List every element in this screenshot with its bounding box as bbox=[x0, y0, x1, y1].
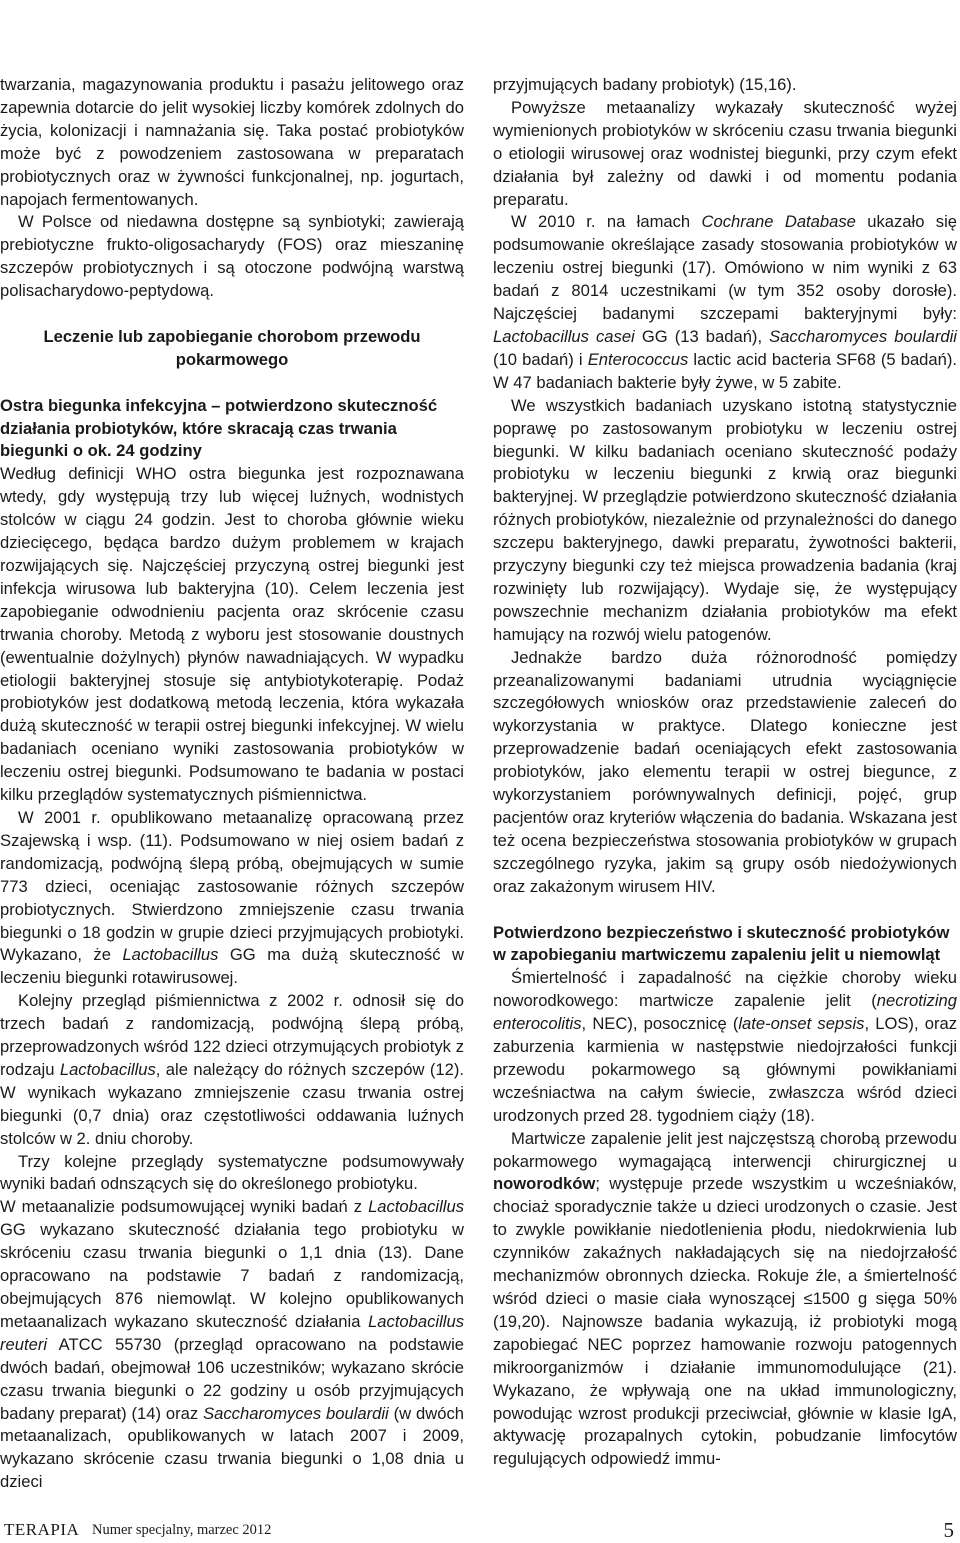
italic-text: Saccharomyces boulardii bbox=[203, 1403, 389, 1423]
spacer bbox=[0, 372, 464, 395]
paragraph: Według definicji WHO ostra biegunka jest rozpoznawana wtedy, gdy występują trzy lub więcej luźnych, wodnistych stolców w ciągu 24 godzin. Jest to choroba głównie wieku dziecięcego, będąca bardzo dużym problemem w krajach rozwijających się. Najczęściej przyczyną ostrej biegunki jest infekcja wirusowa lub bakteryjna (10). Celem leczenia jest zapobieganie odwodnieniu pacjenta oraz skrócenie czasu trwania choroby. Metodą z wyboru jest stosowanie doustnych (ewentualnie dożylnych) płynów nawadniających. W wypadku etiologii bakteryjnej stosuje się antybiotykoterapię. Podaż probiotyków jest dodatkową metodą leczenia, która wykazała dużą skuteczność w terapii ostrej biegunki infekcyjnej. W wielu badaniach oceniano wyniki zastosowania probiotyków w leczeniu ostrej biegunki. Podsumowano te badania w postaci kilku przeglądów systematycznych piśmiennictwa. bbox=[0, 464, 464, 805]
italic-text: Lactobacillus bbox=[59, 1059, 156, 1079]
text: GG (13 badań), bbox=[634, 326, 770, 346]
text: , LOS), oraz zaburzenia karmienia w następstwie niedojrzałości funkcji przewodu pokarmowego są głównymi powikłaniami wcześniactwa na całym świecie, zwłaszcza wśród dzieci urodzonych przed 28. tygodniem ciąży (18). bbox=[493, 1014, 957, 1125]
text: W 2001 r. opublikowano metaanalizę opracowaną przez Szajewską i wsp. (11). Podsumowano w niej osiem badań z randomizacją, podwójną ślepą próbą, obejmujących w sumie 773 dzieci, oceniając zastosowanie różnych szczepów probiotycznych. Stwierdzono zmniejszenie czasu trwania biegunki o 18 godzin w grupie dzieci przyjmujących probiotyki. Wykazano, że bbox=[0, 807, 464, 965]
paragraph: Jednakże bardzo duża różnorodność pomiędzy przeanalizowanymi badaniami utrudnia wyciągnięcie szczegółowych wniosków oraz przedstawienie zaleceń do wykorzystania w praktyce. Dlatego konieczne jest przeprowadzenie badań oceniających efekt zastosowania probiotyków, jako elementu terapii w ostrej biegunce, z wykorzystaniem porównywalnych definicji, pojęć, grup pacjentów oraz kryteriów włączenia do badania. Wskazana jest też ocena bezpieczeństwa stosowania probiotyków w grupach szczególnego ryzyka, jakim są grupy osób niedożywionych oraz zakażonym wirusem HIV. bbox=[493, 647, 957, 896]
italic-text: Lactobacillus bbox=[368, 1197, 464, 1217]
journal-title: TERAPIA bbox=[4, 1520, 80, 1539]
italic-text: Cochrane Database bbox=[701, 212, 856, 232]
italic-text: necrotizing enterocolitis bbox=[493, 991, 957, 1034]
paragraph: twarzania, magazynowania produktu i pasażu jelitowego oraz zapewnia dotarcie do jelit wysokiej liczby komórek zdolnych do życia, kolonizacji i namnażania się. Taka postać probiotyków może być z powodzeniem zastosowana w preparatach probiotycznych oraz w żywności funkcjonalnej, np. jogurtach, napojach fermentowanych. bbox=[0, 75, 464, 209]
text: (w dwóch metaanalizach, opublikowanych w latach 2007 i 2009, wykazano skrócenie czasu trwania biegunki o 1,08 dnia u dzieci bbox=[0, 1403, 464, 1492]
text: ; występuje przede wszystkim u wcześniaków, chociaż sporadycznie także u dzieci urodzonych o czasie. Jest to zwykle powikłanie niedotlenienia płodu, niedokrwienia lub czynników zakaźnych nakładających się na niedojrzałość mechanizmów obronnych dziecka. Rokuje źle, a śmiertelność wśród dzieci o masie ciała wynoszącej ≤1500 g sięga 50% (19,20). Najnowsze badania wykazują, iż probiotyki mogą zapobiegać NEC poprzez hamowanie rozwoju patogennych mikroorganizmów i działanie immunomodulujące (21). Wykazano, że wpływają one na układ immunologiczny, powodując wzrost produkcji przeciwciał, głównie w klasie IgA, aktywację prozapalnych cytokin, pobudzanie limfocytów regulujących odpowiedź immu- bbox=[493, 1174, 957, 1469]
italic-text: Lactobacillus casei bbox=[493, 326, 635, 346]
issue-info: Numer specjalny, marzec 2012 bbox=[92, 1522, 272, 1538]
italic-text: Enterococcus bbox=[587, 349, 689, 369]
text: W 2010 r. na łamach bbox=[511, 212, 702, 232]
section-heading: Leczenie lub zapobieganie chorobom przewodu pokarmowego bbox=[43, 326, 421, 369]
text: lactic acid bacteria SF68 (5 badań). W 47 badaniach bakterie były żywe, w 5 zabite. bbox=[493, 349, 957, 392]
text: , ale należący do różnych szczepów (12). W wynikach wykazano zmniejszenie czasu trwania ostrej biegunki (0,7 dnia) oraz częstotliwości oddawania luźnych stolców w 2. dniu choroby. bbox=[0, 1059, 464, 1148]
paragraph: Powyższe metaanalizy wykazały skuteczność wyżej wymienionych probiotyków w skróceniu czasu trwania biegunki o etiologii wirusowej oraz wodnistej biegunki, przy czym efekt działania był zależny od dawki i od momentu podania preparatu. bbox=[493, 97, 957, 209]
paragraph bbox=[0, 1196, 464, 1494]
paragraph: Trzy kolejne przeglądy systematyczne podsumowywały wyniki badań odnszących się do określonego probiotyku. bbox=[0, 1151, 464, 1194]
subsection-heading: Potwierdzono bezpieczeństwo i skuteczność probiotyków w zapobieganiu martwiczemu zapaleniu jelit u niemowląt bbox=[493, 922, 950, 965]
right-column bbox=[493, 74, 957, 1471]
paragraph bbox=[493, 1128, 957, 1472]
text: , NEC), posocznicę ( bbox=[581, 1014, 739, 1034]
italic-text: Lactobacillus reuteri bbox=[0, 1311, 464, 1354]
text: ATCC 55730 (przegląd opracowano na podstawie dwóch badań, obejmował 106 uczestników; wykazano skrócie czasu trwania biegunki o 22 godziny u osób przyjmujących badany preparat) (14) oraz bbox=[0, 1334, 464, 1423]
text: Kolejny przegląd piśmiennictwa z 2002 r. odnosił się do trzech badań z randomizacją, podwójną ślepą próbą, przeprowadzonych wśród 122 dzieci otrzymujących probiotyk z rodzaju bbox=[0, 991, 464, 1079]
subsection-heading: Ostra biegunka infekcyjna – potwierdzono skuteczność działania probiotyków, które skracają czas trwania biegunki o ok. 24 godziny bbox=[0, 395, 438, 461]
paragraph bbox=[0, 807, 464, 990]
italic-text: Lactobacillus bbox=[122, 945, 219, 965]
italic-text: Saccharomyces boulardii bbox=[769, 326, 957, 346]
text: W metaanalizie podsumowującej wyniki badań z bbox=[0, 1197, 369, 1217]
paragraph bbox=[493, 967, 957, 1127]
paragraph bbox=[0, 990, 464, 1150]
text: Śmiertelność i zapadalność na ciężkie choroby wieku noworodkowego: martwicze zapalenie jelit ( bbox=[493, 968, 957, 1011]
bold-text: noworodków bbox=[493, 1174, 596, 1194]
text: GG ma dużą skuteczność w leczeniu biegunki rotawirusowej. bbox=[0, 945, 464, 988]
text: (10 badań) i bbox=[493, 349, 588, 369]
spacer bbox=[0, 303, 464, 326]
text: Martwicze zapalenie jelit jest najczęstszą chorobą przewodu pokarmowego wymagającą interwencji chirurgicznej u bbox=[493, 1128, 957, 1171]
spacer bbox=[493, 899, 957, 922]
paragraph bbox=[493, 211, 957, 394]
page-number: 5 bbox=[943, 1518, 954, 1542]
italic-text: late-onset sepsis bbox=[738, 1014, 865, 1034]
text: GG wykazano skuteczność działania tego probiotyku w skróceniu czasu trwania biegunki o 1,1 dnia (13). Dane opracowano na podstawie 7 badań z randomizacją, obejmujących 876 niemowląt. W kolejno opublikowanych metaanalizach wykazano skuteczność działania bbox=[0, 1220, 464, 1331]
paragraph: W Polsce od niedawna dostępne są synbiotyki; zawierają prebiotyczne frukto-oligosacharydy (FOS) oraz mieszaninę szczepów probiotycznych i są otoczone podwójną warstwą polisacharydowo-peptydową. bbox=[0, 212, 464, 301]
text: ukazało się podsumowanie określające zasady stosowania probiotyków w leczeniu ostrej biegunki (17). Omówiono w nim wyniki z 63 badań z 8014 uczestnikami (w tym 352 osoby dorosłe). Najczęściej badanymi szczepami bakteryjnymi były: bbox=[493, 212, 957, 324]
paragraph: We wszystkich badaniach uzyskano istotną statystycznie poprawę po zastosowanym probiotyku w leczeniu ostrej biegunki. W kilku badaniach oceniano skuteczność podaży probiotyku w leczeniu biegunki z krwią oraz biegunki bakteryjnej. W przeglądzie potwierdzono skuteczność działania różnych probiotyków, niezależnie od przynależności do danego szczepu bakteryjnego, dawki preparatu, żywotności bakterii, przyczyny biegunki czy też miejsca prowadzenia badania (kraj rozwinięty lub rozwijający). Wydaje się, że występujący powszechnie mechanizm działania probiotyków ma efekt hamujący na rozwój wielu patogenów. bbox=[493, 395, 957, 644]
left-column bbox=[0, 74, 464, 1494]
page-footer bbox=[0, 1520, 960, 1540]
paragraph: przyjmujących badany probiotyk) (15,16). bbox=[493, 75, 797, 94]
